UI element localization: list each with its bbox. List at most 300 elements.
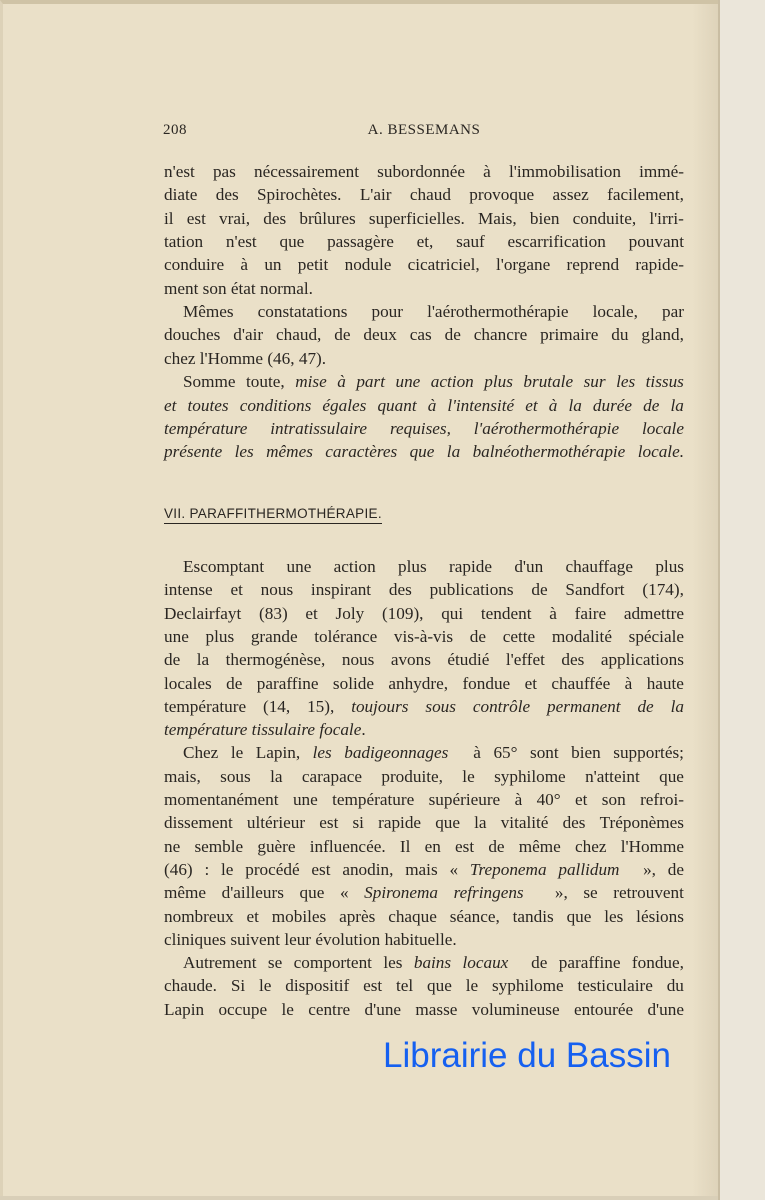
- word: de: [643, 395, 660, 415]
- word: l'aérothermothérapie: [427, 302, 569, 322]
- word: séance,: [449, 906, 500, 926]
- word: »,: [643, 859, 656, 879]
- word: toujours: [351, 696, 409, 716]
- word: les: [604, 906, 624, 926]
- word: du: [666, 976, 684, 996]
- word: de: [488, 836, 505, 856]
- word: état: [230, 278, 260, 298]
- text-line: [164, 883, 684, 903]
- text-line: [164, 419, 684, 439]
- word: nodule: [344, 255, 392, 275]
- word: de: [637, 696, 654, 716]
- word: et: [230, 580, 243, 600]
- word: les: [312, 743, 332, 763]
- word: les: [234, 442, 254, 462]
- word: tation: [164, 232, 204, 252]
- word: cas: [409, 325, 432, 345]
- word: part: [356, 372, 385, 392]
- text-line: [183, 372, 684, 392]
- word: produite,: [381, 766, 443, 786]
- word: Spirochètes.: [256, 185, 342, 205]
- word: une: [286, 557, 312, 576]
- word: une: [164, 626, 189, 646]
- word: pallidum: [558, 859, 620, 879]
- text-line: [164, 930, 684, 950]
- word: l'effet: [505, 650, 545, 670]
- word: une: [395, 372, 421, 392]
- word: et: [246, 906, 259, 926]
- word: normal.: [259, 278, 313, 298]
- word: température: [164, 720, 252, 740]
- running-author: A. BESSEMANS: [367, 122, 481, 138]
- word: requises,: [389, 418, 451, 438]
- word: que: [409, 442, 435, 462]
- word: à: [240, 255, 249, 275]
- word: procédé: [245, 859, 300, 879]
- word: est: [319, 813, 339, 833]
- word: durée: [592, 395, 633, 415]
- word: sont: [530, 743, 559, 763]
- word: conduire: [164, 255, 225, 275]
- word: avons: [390, 650, 431, 670]
- text-line: [164, 349, 684, 369]
- word: 65°: [493, 743, 518, 763]
- word: intense: [164, 580, 213, 600]
- word: pour: [371, 302, 403, 322]
- word: est: [455, 836, 475, 856]
- word: haute: [646, 673, 684, 693]
- word: :: [204, 859, 210, 879]
- word: que: [566, 906, 592, 926]
- word: Tréponèmes: [599, 813, 684, 833]
- word: vrai,: [219, 208, 251, 228]
- word: Joly: [335, 603, 365, 623]
- word: plus: [655, 557, 684, 576]
- word: chauffée: [551, 673, 611, 693]
- word: ultérieur: [246, 813, 306, 833]
- word: Chez: [183, 743, 219, 763]
- word: deux: [363, 325, 397, 345]
- word: et,: [416, 232, 434, 252]
- text-line: [183, 953, 684, 973]
- word: n'est: [225, 232, 257, 252]
- word: que: [427, 976, 452, 996]
- text-line: [164, 860, 684, 880]
- text-line: [164, 790, 684, 810]
- word: fondue,: [631, 953, 684, 973]
- word: brutale: [523, 372, 574, 392]
- word: l'immobilisation: [508, 162, 621, 181]
- word: syphilome: [494, 766, 566, 786]
- word: grande: [250, 626, 298, 646]
- word: nous: [260, 580, 294, 600]
- word: sous: [425, 696, 456, 716]
- word: Treponema: [469, 859, 547, 879]
- word: se: [267, 953, 283, 973]
- word: influencée.: [309, 836, 386, 856]
- word: masse: [415, 999, 458, 1019]
- word: que: [279, 232, 305, 252]
- word: que: [659, 766, 684, 786]
- word: refroi-: [640, 790, 684, 809]
- word: primaire: [540, 325, 599, 345]
- word: de: [334, 325, 351, 345]
- word: constatations: [257, 302, 348, 322]
- word: chaque: [388, 906, 437, 926]
- word: momentanément: [164, 790, 279, 809]
- word: température: [164, 696, 247, 716]
- page-number: 208: [163, 122, 187, 138]
- word: à: [427, 395, 437, 415]
- word: dispositif: [285, 976, 350, 996]
- word: anhydre,: [388, 673, 449, 693]
- word: et: [164, 395, 177, 415]
- word: habituelle.: [384, 929, 457, 949]
- word: supérieure: [428, 790, 501, 809]
- word: est: [311, 859, 331, 879]
- word: superficielles.: [368, 208, 465, 228]
- text-line: [183, 743, 684, 763]
- word: badigeonnages: [344, 743, 449, 763]
- word: supportés;: [613, 743, 684, 763]
- word: 47).: [298, 348, 327, 368]
- word: pas: [212, 162, 236, 181]
- word: l'aérothermothérapie: [473, 418, 620, 438]
- word: escarrification: [507, 232, 606, 252]
- word: »,: [554, 883, 568, 903]
- word: reprend: [566, 255, 620, 275]
- word: solide: [332, 673, 374, 693]
- word: rapide: [378, 813, 422, 833]
- text-line: [164, 907, 684, 927]
- word: tissulaire: [251, 720, 320, 740]
- word: provoque: [469, 185, 535, 205]
- word: assez: [552, 185, 589, 205]
- word: sur: [583, 372, 606, 392]
- word: le: [465, 976, 479, 996]
- word: facilement,: [607, 185, 684, 205]
- word: (46,: [267, 348, 299, 368]
- word: comportent: [293, 953, 372, 973]
- word: nécessairement: [254, 162, 360, 181]
- word: l'organe: [495, 255, 551, 275]
- word: spéciale: [628, 626, 684, 646]
- word: un: [264, 255, 282, 275]
- word: les: [616, 372, 636, 392]
- word: à: [514, 790, 523, 809]
- word: Lapin,: [255, 743, 301, 763]
- word: douches: [164, 325, 221, 345]
- word: cicatriciel,: [407, 255, 480, 275]
- word: des: [263, 208, 287, 228]
- text-line: [164, 162, 684, 182]
- word: paraffine: [558, 953, 621, 973]
- word: est: [363, 976, 383, 996]
- word: Declairfayt: [164, 603, 242, 623]
- word: nous: [341, 650, 375, 670]
- word: permanent: [547, 696, 621, 716]
- word: sauf: [456, 232, 485, 252]
- word: tolérance: [314, 626, 378, 646]
- word: Mêmes: [183, 302, 234, 322]
- word: d'une: [364, 999, 402, 1019]
- word: carapace: [301, 766, 362, 786]
- word: d'un: [514, 557, 544, 576]
- text-line: [164, 209, 684, 229]
- word: tandis: [512, 906, 554, 926]
- word: occupe: [218, 999, 268, 1019]
- word: que: [435, 813, 461, 833]
- word: anodin,: [342, 859, 394, 879]
- word: son: [202, 278, 231, 298]
- word: à: [483, 162, 491, 181]
- word: la: [670, 696, 684, 716]
- word: d'une: [647, 999, 684, 1019]
- word: son: [601, 790, 626, 809]
- text-line: [164, 650, 684, 670]
- word: ne: [164, 836, 181, 856]
- word: des: [388, 580, 412, 600]
- word: contrôle: [472, 696, 531, 716]
- word: (46): [164, 859, 193, 879]
- word: (83): [259, 603, 288, 623]
- word: locale.: [637, 442, 684, 462]
- word: subordonnée: [377, 162, 465, 181]
- word: chaud: [409, 185, 451, 205]
- word: que: [299, 883, 325, 903]
- word: locales: [164, 673, 212, 693]
- word: paraffine: [256, 673, 319, 693]
- word: n'est: [164, 162, 195, 181]
- word: température: [164, 418, 248, 438]
- word: «: [449, 859, 459, 879]
- text-line: [164, 1000, 684, 1020]
- word: thermogénèse,: [225, 650, 326, 670]
- word: Lapin: [164, 999, 205, 1019]
- word: qui: [441, 603, 464, 623]
- word: locale,: [592, 302, 638, 322]
- word: l'intensité: [447, 395, 515, 415]
- word: à: [624, 673, 633, 693]
- word: d'ailleurs: [221, 883, 284, 903]
- word: chauffage: [565, 557, 633, 576]
- text-line: [164, 255, 684, 275]
- word: et: [305, 603, 318, 623]
- text-line: [164, 976, 684, 996]
- word: tissus: [645, 372, 684, 392]
- word: admettre: [623, 603, 684, 623]
- word: le: [281, 999, 294, 1019]
- word: se: [583, 883, 598, 903]
- text-line: [164, 813, 684, 833]
- text-line: [164, 697, 684, 717]
- word: bien: [529, 208, 560, 228]
- word: pouvant: [628, 232, 684, 252]
- word: les: [383, 953, 403, 973]
- word: lésions: [636, 906, 684, 926]
- word: caractères: [325, 442, 398, 462]
- word: retrouvent: [613, 883, 684, 903]
- word: par: [662, 302, 684, 322]
- word: publications: [429, 580, 514, 600]
- word: mais,: [164, 766, 201, 786]
- text-line: [164, 837, 684, 857]
- word: n'atteint: [585, 766, 640, 786]
- word: chancre: [473, 325, 528, 345]
- word: Sandfort: [565, 580, 625, 600]
- word: Somme: [183, 372, 236, 392]
- word: chaude.: [164, 976, 217, 996]
- word: du: [611, 325, 629, 345]
- text-line: [164, 767, 684, 787]
- text-line: [164, 442, 684, 462]
- word: le: [221, 859, 234, 879]
- word: Il: [399, 836, 411, 856]
- word: cliniques: [164, 929, 231, 949]
- word: rapide-: [635, 255, 684, 275]
- word: inspirant: [310, 580, 372, 600]
- word: (174),: [642, 580, 684, 600]
- word: de: [531, 580, 548, 600]
- word: semble: [194, 836, 244, 856]
- word: à: [337, 372, 346, 392]
- word: le: [259, 976, 272, 996]
- text-line: [164, 604, 684, 624]
- word: diate: [164, 185, 198, 205]
- word: syphilome: [491, 976, 564, 996]
- word: nombreux: [164, 906, 234, 926]
- word: même: [518, 836, 561, 856]
- word: brûlures: [299, 208, 356, 228]
- word: vitalité: [500, 813, 549, 833]
- word: toutes: [187, 395, 229, 415]
- word: la: [568, 395, 582, 415]
- word: balnéothermothérapie: [472, 442, 626, 462]
- word: testiculaire: [577, 976, 653, 996]
- word: toute,: [246, 372, 285, 392]
- word: locale: [641, 418, 684, 438]
- word: bains: [413, 953, 452, 973]
- text-line: [164, 396, 684, 416]
- word: Mais,: [478, 208, 517, 228]
- word: le: [230, 743, 244, 763]
- word: tendent: [480, 603, 532, 623]
- word: vis-à-vis: [393, 626, 454, 646]
- word: leur: [284, 929, 316, 949]
- word: refringens: [453, 883, 524, 903]
- word: centre: [308, 999, 351, 1019]
- word: des: [562, 813, 586, 833]
- word: applications: [600, 650, 684, 670]
- word: de: [469, 626, 487, 646]
- word: plus: [398, 557, 427, 576]
- word: mêmes: [266, 442, 313, 462]
- word: des: [215, 185, 239, 205]
- word: action: [333, 557, 376, 576]
- word: même: [164, 883, 206, 903]
- word: si: [352, 813, 364, 833]
- word: est: [186, 208, 206, 228]
- text-line: [164, 627, 684, 647]
- word: la: [474, 813, 487, 833]
- word: des: [561, 650, 585, 670]
- word: en: [424, 836, 441, 856]
- word: fondue: [462, 673, 511, 693]
- word: tel: [396, 976, 414, 996]
- word: et: [524, 673, 537, 693]
- text-line: [183, 302, 684, 322]
- word: de: [531, 953, 548, 973]
- word: à: [473, 743, 481, 763]
- word: il: [164, 208, 174, 228]
- word: L'air: [359, 185, 392, 205]
- word: (109),: [381, 603, 424, 623]
- word: modalité: [551, 626, 612, 646]
- word: la: [670, 395, 684, 415]
- word: gland,: [641, 325, 684, 345]
- word: ment: [164, 278, 203, 298]
- word: dissement: [164, 813, 233, 833]
- word: entourée: [573, 999, 634, 1019]
- word: conditions: [239, 395, 312, 415]
- word: à: [548, 395, 558, 415]
- text-line: [164, 279, 684, 299]
- text-line: [183, 557, 684, 577]
- text-line: [164, 674, 684, 694]
- word: le: [462, 766, 475, 786]
- word: et: [525, 395, 538, 415]
- word: focale: [319, 720, 362, 740]
- adjacent-page-edge: [718, 0, 765, 1200]
- word: (14,: [262, 696, 291, 716]
- word: étudié: [447, 650, 490, 670]
- word: rapide: [449, 557, 492, 576]
- word: guère: [257, 836, 296, 856]
- word: locaux: [462, 953, 509, 973]
- word: bien: [571, 743, 601, 763]
- word: 40°: [536, 790, 561, 809]
- word: immé-: [639, 162, 684, 181]
- word: Autrement: [183, 953, 257, 973]
- word: après: [339, 906, 376, 926]
- word: action: [430, 372, 474, 392]
- word: mais: [405, 859, 438, 879]
- section-heading: VII. PARAFFITHERMOTHÉRAPIE.: [164, 506, 382, 524]
- word: suivent: [230, 929, 285, 949]
- word: passagère: [327, 232, 394, 252]
- watermark: Librairie du Bassin: [383, 1036, 671, 1075]
- word: sous: [220, 766, 251, 786]
- word: 15),: [307, 696, 335, 716]
- text-line: [164, 232, 684, 252]
- word: quant: [377, 395, 417, 415]
- word: Spironema: [364, 883, 438, 903]
- word: présente: [164, 442, 223, 462]
- word: chez: [575, 836, 607, 856]
- word: température: [332, 790, 415, 809]
- word: l'Homme: [620, 836, 684, 856]
- word: l'irri-: [649, 208, 684, 228]
- word: «: [339, 883, 349, 903]
- text-line: [164, 325, 684, 345]
- word: égales: [322, 395, 367, 415]
- word: une: [292, 790, 318, 809]
- word: mise: [295, 372, 327, 392]
- word: mobiles: [271, 906, 327, 926]
- text-line: [164, 720, 684, 740]
- word: plus: [484, 372, 513, 392]
- word: de: [444, 325, 461, 345]
